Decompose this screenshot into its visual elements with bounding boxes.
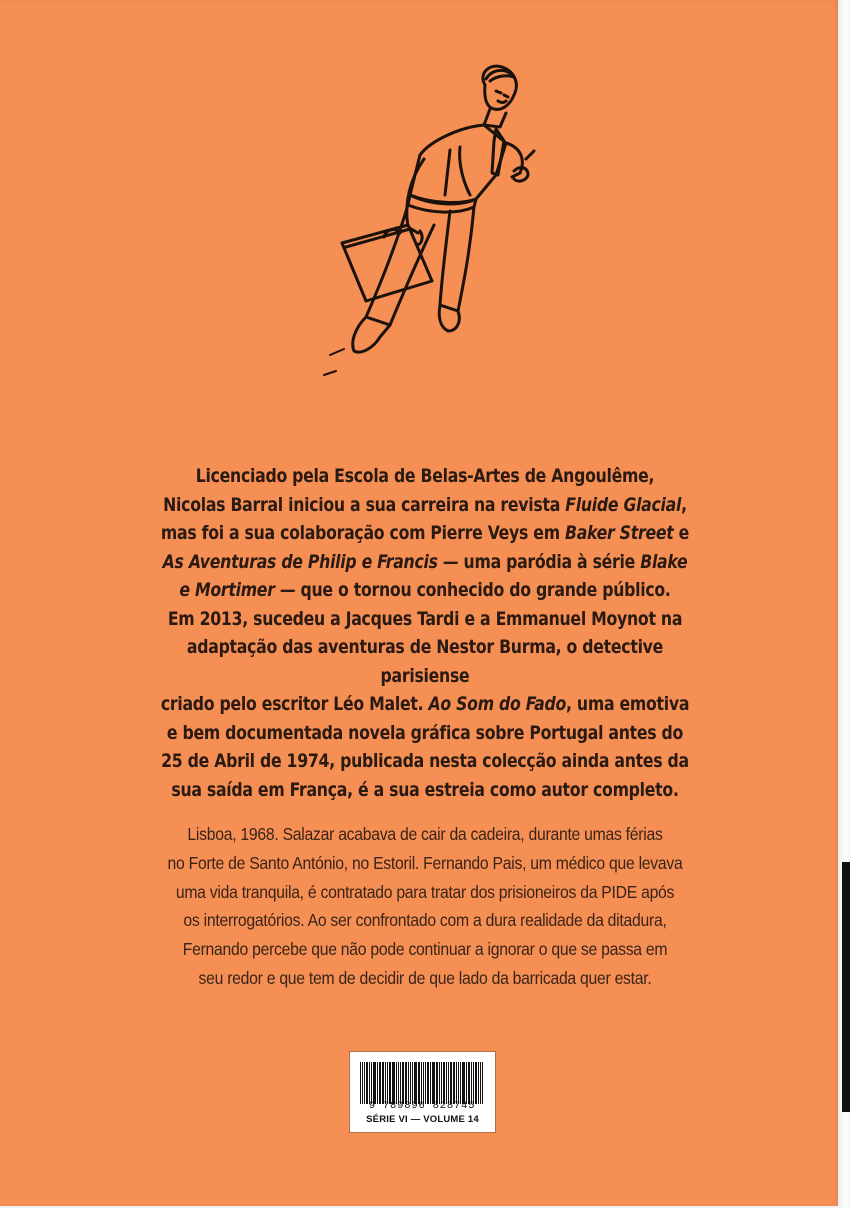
bio-line: As Aventuras de Philip e Francis — uma paródia à série Blake: [162, 550, 688, 573]
barcode-bar: [443, 1062, 445, 1104]
barcode-bar: [473, 1062, 474, 1104]
bio-line: Licenciado pela Escola de Belas-Artes de Angoulême,: [195, 465, 655, 487]
barcode-bar: [448, 1062, 449, 1104]
running-man-illustration: [300, 55, 540, 395]
barcode-bar: [362, 1062, 363, 1104]
barcode-bar: [436, 1062, 438, 1104]
barcode-bar: [471, 1062, 472, 1104]
barcode-bar: [385, 1062, 386, 1104]
barcode-bar: [478, 1062, 479, 1104]
bio-line: Em 2013, sucedeu a Jacques Tardi e a Emmanuel Moynot na: [167, 607, 683, 630]
barcode-bar: [466, 1062, 467, 1104]
synopsis-line: Fernando percebe que não pode continuar a ignorar o que se passa em: [182, 939, 668, 960]
barcode-bar: [408, 1062, 409, 1104]
series-title: e Mortimer: [179, 579, 275, 601]
barcode-bar: [405, 1062, 407, 1104]
barcode-bar: [377, 1062, 378, 1104]
barcode-bar: [468, 1062, 470, 1104]
barcode-bar: [482, 1062, 483, 1104]
barcode-bar: [360, 1062, 361, 1104]
synopsis-line: os interrogatórios. Ao ser confrontado com a dura realidade da ditadura,: [183, 910, 667, 931]
bio-line: e bem documentada novela gráfica sobre Portugal antes do: [166, 721, 684, 744]
barcode-bar: [396, 1062, 397, 1104]
book-synopsis: [146, 820, 704, 993]
isbn-digits: 9 789896 828745: [368, 1100, 476, 1112]
barcode-bar: [439, 1062, 440, 1104]
barcode-bar: [430, 1062, 431, 1104]
barcode-bar: [480, 1062, 481, 1104]
series-title: As Aventuras de Philip e Francis: [162, 550, 438, 573]
bio-line: 25 de Abril de 1974, publicada nesta colecção ainda antes da: [161, 750, 689, 772]
barcode-bar: [421, 1062, 422, 1104]
barcode-bar: [398, 1062, 399, 1104]
barcode-bar: [453, 1062, 455, 1104]
barcode-bar: [364, 1062, 365, 1104]
barcode-bar: [458, 1062, 459, 1104]
barcode-bar: [412, 1062, 413, 1104]
barcode-bar: [446, 1062, 447, 1104]
barcode-bar: [382, 1062, 384, 1104]
barcode-bar: [425, 1062, 426, 1104]
barcode-bar: [418, 1062, 420, 1104]
barcode-bar: [400, 1062, 401, 1104]
barcode-bar: [392, 1062, 395, 1104]
barcode-bar: [423, 1062, 424, 1104]
synopsis-line: Lisboa, 1968. Salazar acabava de cair da cadeira, durante umas férias: [187, 824, 663, 844]
barcode-bar: [441, 1062, 442, 1104]
magazine-title: Fluide Glacial: [565, 493, 682, 516]
barcode-bar: [366, 1062, 368, 1104]
synopsis-line: seu redor e que tem de decidir de que lado da barricada quer estar.: [198, 967, 652, 988]
series-volume: SÉRIE VI — VOLUME 14: [366, 1114, 479, 1125]
barcode-bar: [475, 1062, 477, 1104]
barcode-bar: [432, 1062, 435, 1104]
barcode-bar: [410, 1062, 411, 1104]
barcode-bar: [460, 1062, 461, 1104]
author-biography: [144, 462, 705, 804]
barcode-bar: [371, 1062, 372, 1104]
series-title: Baker Street: [565, 522, 674, 544]
barcode-bar: [462, 1062, 465, 1104]
bio-line: sua saída em França, é a sua estreia como autor completo.: [171, 778, 679, 801]
barcode-bar: [387, 1062, 388, 1104]
book-title: Ao Som do Fado: [428, 693, 567, 715]
bio-line: e Mortimer — que o tornou conhecido do grande público.: [179, 579, 671, 601]
barcode-bar: [373, 1062, 376, 1104]
synopsis-line: uma vida tranquila, é contratado para tratar dos prisioneiros da PIDE após: [175, 881, 675, 902]
barcode-label: [349, 1051, 496, 1133]
bio-line: Nicolas Barral iniciou a sua carreira na revista Fluide Glacial,: [163, 493, 687, 516]
bio-line: criado pelo escritor Léo Malet. Ao Som do Fado, uma emotiva: [160, 693, 690, 715]
barcode: [360, 1062, 484, 1104]
series-title: Blake: [640, 550, 688, 573]
bio-line: adaptação das aventuras de Nestor Burma, o detective parisiense: [186, 636, 664, 687]
bio-line: mas foi a sua colaboração com Pierre Veys em Baker Street e: [160, 522, 690, 544]
barcode-bar: [389, 1062, 391, 1104]
barcode-bar: [369, 1062, 370, 1104]
barcode-bar: [402, 1062, 404, 1104]
synopsis-line: no Forte de Santo António, no Estoril. Fernando Pais, um médico que levava: [167, 852, 683, 873]
barcode-bar: [414, 1062, 417, 1104]
barcode-bar: [379, 1062, 381, 1104]
barcode-bar: [427, 1062, 429, 1104]
page-edge-mark: [842, 862, 850, 1112]
barcode-bar: [450, 1062, 452, 1104]
barcode-bar: [456, 1062, 457, 1104]
